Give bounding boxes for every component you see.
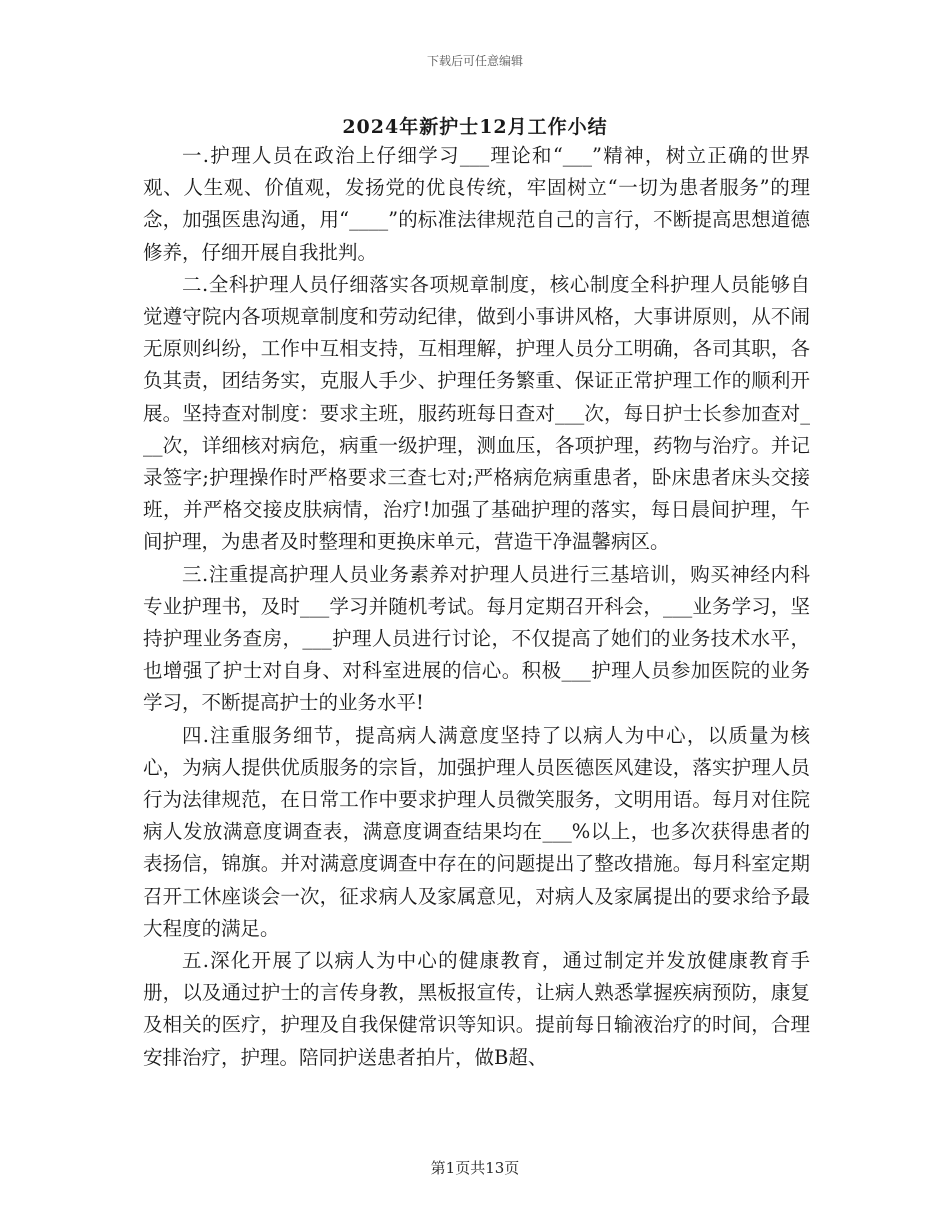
paragraph-4: 四.注重服务细节，提高病人满意度坚持了以病人为中心，以质量为核心，为病人提供优质服务的宗旨，加强护理人员医德医风建设，落实护理人员行为法律规范，在日常工作中要求护理人员微笑服务，文明用语。每月对住院病人发放满意度调查表，满意度调查结果均在___%以上，也多次获得患者的表扬信，锦旗。并对满意度调查中存在的问题提出了整改措施。每月科室定期召开工休座谈会一次，征求病人及家属意见，对病人及家属提出的要求给予最大程度的满足。 bbox=[143, 723, 810, 940]
paragraph-1: 一.护理人员在政治上仔细学习___理论和“___”精神，树立正确的世界观、人生观、价值观，发扬党的优良传统，牢固树立“一切为患者服务”的理念，加强医患沟通，用“____”的标准法律规范自己的言行，不断提高思想道德修养，仔细开展自我批判。 bbox=[143, 144, 810, 264]
document-title: 2024年新护士12月工作小结 bbox=[342, 116, 608, 138]
paragraph-2: 二.全科护理人员仔细落实各项规章制度，核心制度全科护理人员能够自觉遵守院内各项规章制度和劳动纪律，做到小事讲风格，大事讲原则，从不闹无原则纠纷，工作中互相支持，互相理解，护理人员分工明确，各司其职，各负其责，团结务实，克服人手少、护理任务繁重、保证正常护理工作的顺利开展。坚持查对制度：要求主班，服药班每日查对___次，每日护士长参加查对___次，详细核对病危，病重一级护理，测血压，各项护理，药物与治疗。并记录签字;护理操作时严格要求三查七对;严格病危病重患者，卧床患者床头交接班，并严格交接皮肤病情，治疗!加强了基础护理的落实，每日晨间护理，午间护理，为患者及时整理和更换床单元，营造干净温馨病区。 bbox=[143, 272, 810, 554]
document-body bbox=[143, 140, 810, 1074]
paragraph-3: 三.注重提高护理人员业务素养对护理人员进行三基培训，购买神经内科专业护理书，及时___学习并随机考试。每月定期召开科会，___业务学习，坚持护理业务查房，___护理人员进行讨论，不仅提高了她们的业务技术水平，也增强了护士对自身、对科室进展的信心。积极___护理人员参加医院的业务学习，不断提高护士的业务水平! bbox=[143, 562, 810, 715]
page-number: 第1页共13页 bbox=[430, 1159, 520, 1177]
page-header-note: 下载后可任意编辑 bbox=[426, 54, 523, 68]
paragraph-5: 五.深化开展了以病人为中心的健康教育，通过制定并发放健康教育手册，以及通过护士的言传身教，黑板报宣传，让病人熟悉掌握疾病预防，康复及相关的医疗，护理及自我保健常识等知识。提前每日输液治疗的时间，合理安排治疗，护理。陪同护送患者拍片，做B超、 bbox=[143, 949, 810, 1069]
